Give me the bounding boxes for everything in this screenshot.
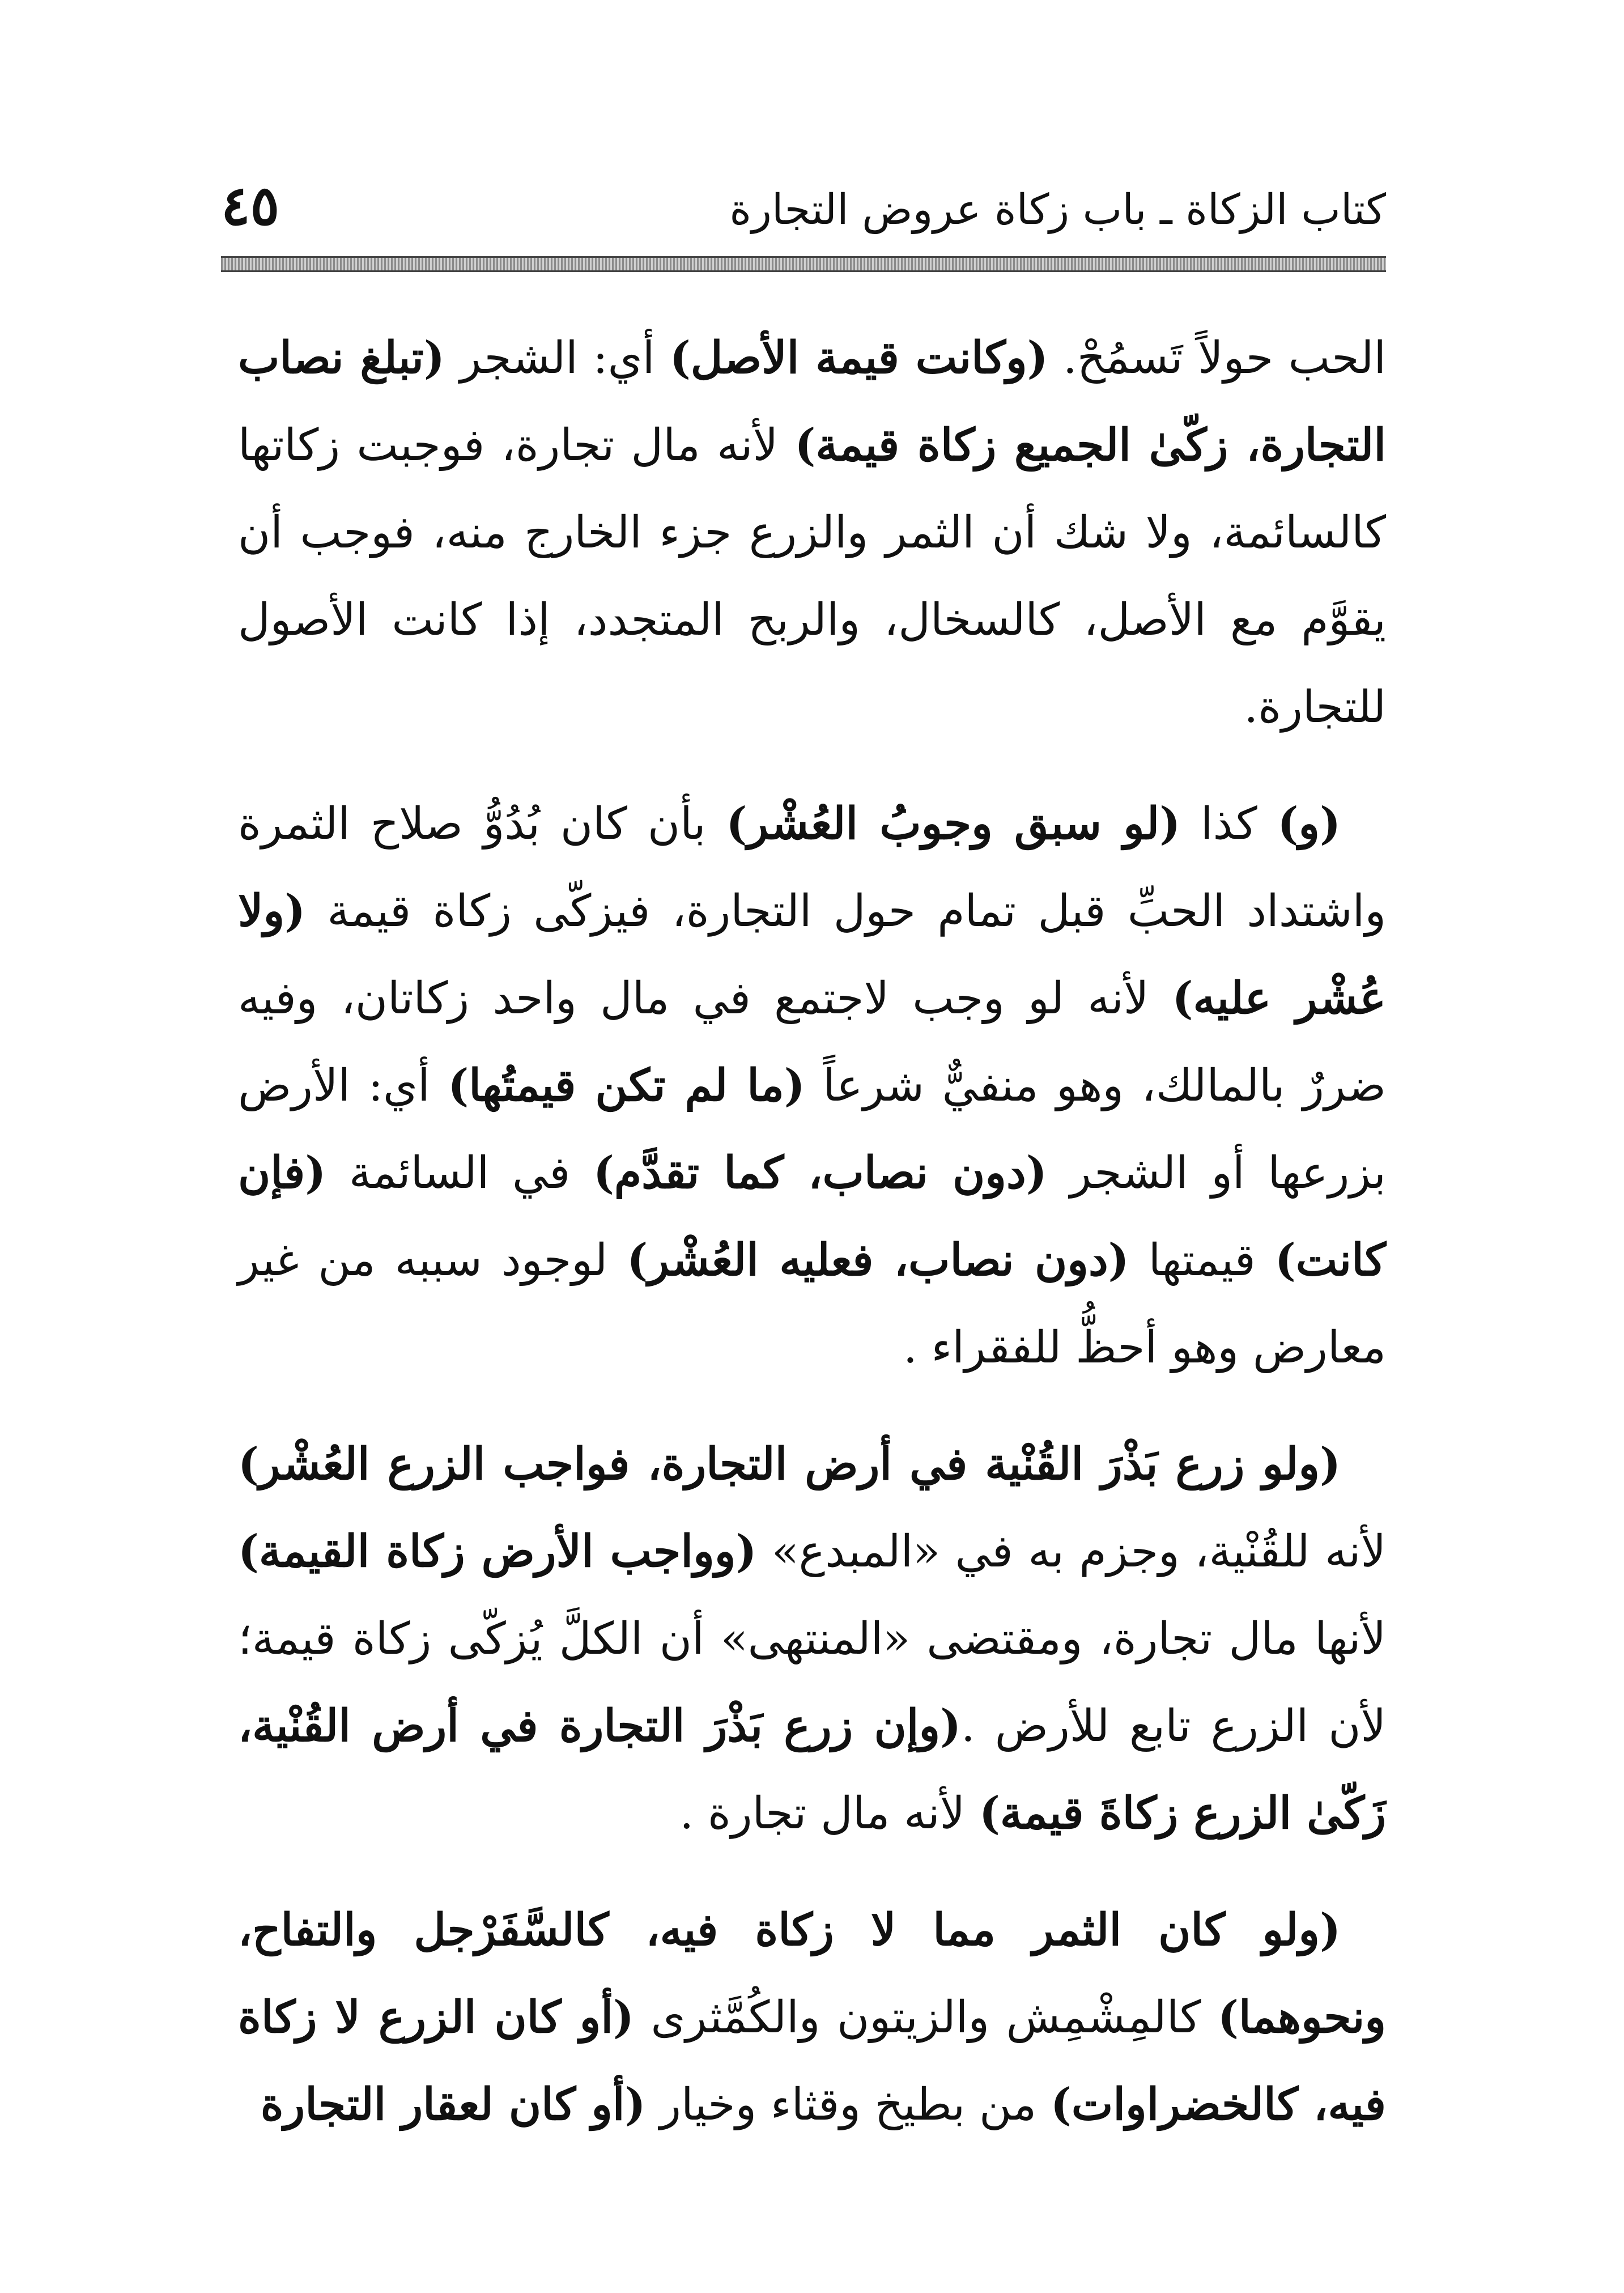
text-segment: لوجود سببه من غير معارض وهو أحظُّ للفقراء . bbox=[238, 1235, 1386, 1373]
page-number: ٤٥ bbox=[221, 173, 280, 237]
bold-text-segment: (دون نصاب، فعليه العُشْر) bbox=[627, 1234, 1129, 1286]
text-segment: لأنها مال تجارة، ومقتضى «المنتهى» أن الكلَّ يُزكّى زكاة قيمة؛ لأن الزرع تابع للأرض . bbox=[238, 1613, 1387, 1752]
header-rule bbox=[221, 256, 1386, 272]
text-segment: من بطيخ وقثاء وخيار bbox=[645, 2079, 1051, 2130]
text-segment: الحب حولاً تَسمُحْ. bbox=[1048, 333, 1386, 384]
text-segment: كذا bbox=[1180, 799, 1278, 850]
bold-text-segment: (ولو كان الثمر مما لا زكاة فيه، كالسَّفَرْجل والتفاح، ونحوهما) bbox=[238, 1904, 1386, 2043]
text-segment: لأنه للقُنْية، وجزم به في «المبدع» bbox=[756, 1526, 1386, 1577]
bold-text-segment: (وإن زرع بَذْرَ التجارة في أرض القُنْية، زَكّىٰ الزرع زكاةَ قيمة) bbox=[238, 1700, 1386, 1839]
text-segment: بأن كان بُدُوُّ صلاح الثمرة واشتداد الحبِّ قبل تمام حول التجارة، فيزكّى زكاة قيمة bbox=[238, 799, 1386, 937]
paragraph-2 bbox=[238, 780, 1386, 1391]
bold-text-segment: (و) bbox=[1277, 798, 1341, 850]
text-segment: لأنه مال تجارة، فوجبت زكاتها كالسائمة، ولا شك أن الثمر والزرع جزء الخارج منه، فوجب أن يقوَّم مع الأصل، كالسخال، والربح المتجدد، إذا كانت الأصول للتجارة. bbox=[238, 420, 1386, 733]
text-segment: في السائمة bbox=[326, 1148, 593, 1199]
bold-text-segment: (وكانت قيمة الأصل) bbox=[669, 332, 1048, 384]
running-header-title: كتاب الزكاة ـ باب زكاة عروض التجارة bbox=[729, 185, 1386, 234]
bold-text-segment: (لو سبق وجوبُ العُشْر) bbox=[726, 798, 1181, 850]
paragraph-3 bbox=[238, 1421, 1386, 1857]
text-segment: أي: الأرض بزرعها أو الشجر bbox=[238, 1060, 1386, 1199]
text-segment: قيمتها bbox=[1129, 1235, 1275, 1286]
bold-text-segment: (ولو زرع بَذْرَ القُنْية في أرض التجارة، فواجب الزرع العُشْر) bbox=[238, 1438, 1341, 1490]
bold-text-segment: (وواجب الأرض زكاة القيمة) bbox=[238, 1526, 757, 1577]
text-segment: أي: الشجر bbox=[444, 333, 670, 384]
body-text bbox=[238, 315, 1386, 2178]
bold-text-segment: (تبلغ نصاب التجارة، زكّىٰ الجميع زكاة قيمة) bbox=[238, 332, 1386, 471]
running-header bbox=[221, 170, 1386, 244]
text-segment: كالمِشْمِش والزيتون والكُمَّثرى bbox=[634, 1992, 1218, 2043]
text-segment: لأنه لو وجب لاجتمع في مال واحد زكاتان، وفيه ضررٌ بالمالك، وهو منفيٌّ شرعاً bbox=[238, 973, 1387, 1111]
text-segment: لأنه مال تجارة . bbox=[679, 1788, 979, 1839]
paragraph-4 bbox=[238, 1887, 1386, 2148]
bold-text-segment: (أو كان لعقار التجارة bbox=[260, 2079, 646, 2130]
paragraph-1 bbox=[238, 315, 1386, 751]
bold-text-segment: (ما لم تكن قيمتُها) bbox=[448, 1060, 805, 1111]
bold-text-segment: (أو كان الزرع لا زكاة فيه، كالخضراوات) bbox=[238, 1991, 1386, 2130]
bold-text-segment: (ولا عُشْر عليه) bbox=[238, 885, 1386, 1024]
bold-text-segment: (فإن كانت) bbox=[238, 1147, 1386, 1286]
bold-text-segment: (دون نصاب، كما تقدَّم) bbox=[593, 1147, 1047, 1199]
